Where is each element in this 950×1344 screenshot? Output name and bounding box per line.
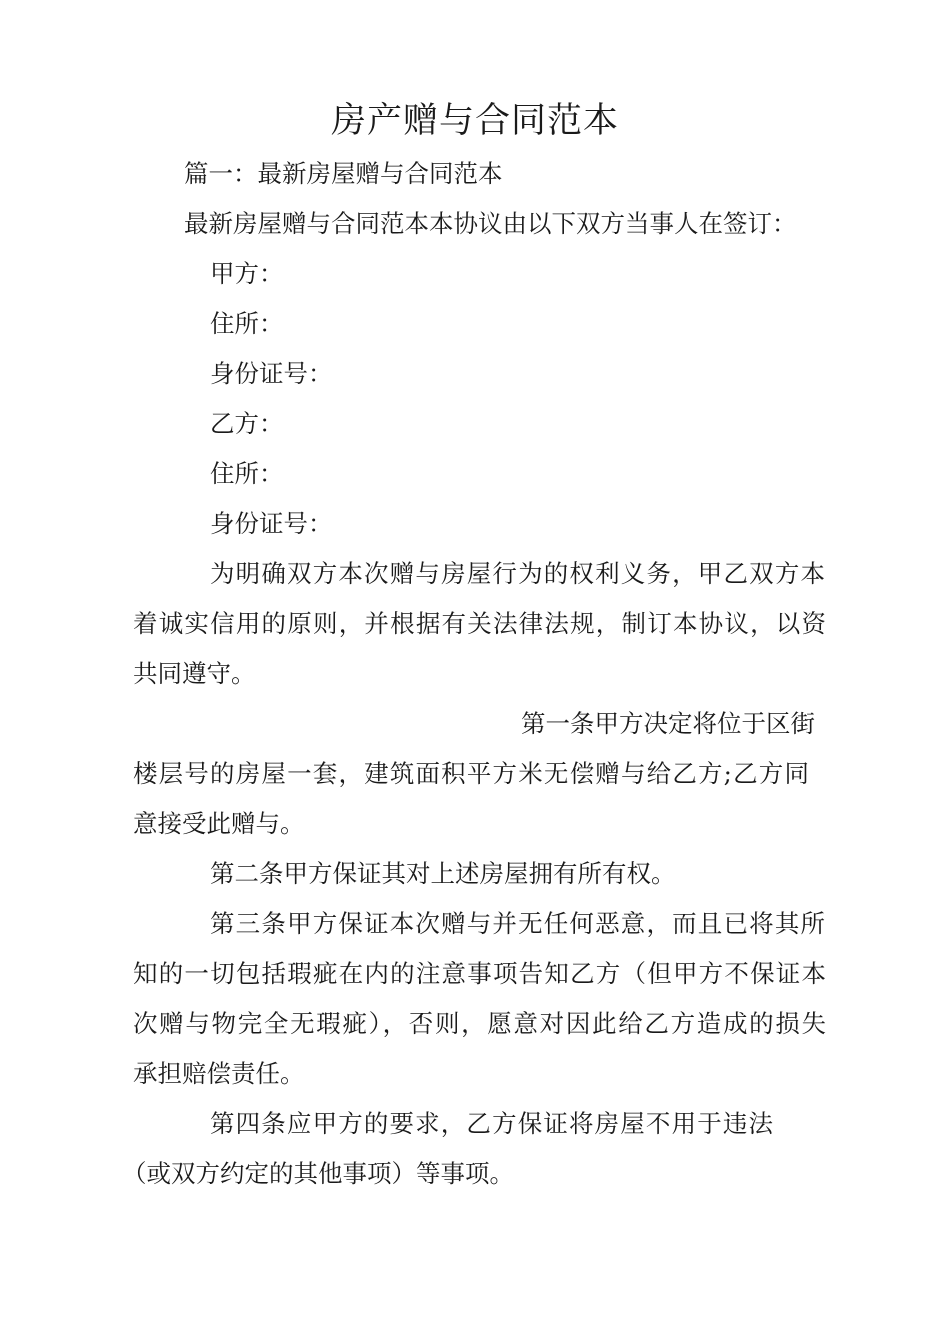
article-2: 第二条甲方保证其对上述房屋拥有所有权。 bbox=[210, 859, 676, 888]
purpose-line-2: 着诚实信用的原则，并根据有关法律法规，制订本协议，以资 bbox=[133, 609, 826, 638]
party-b-address-label: 住所： bbox=[210, 459, 284, 488]
article-4-line-2: （或双方约定的其他事项）等事项。 bbox=[122, 1159, 514, 1188]
purpose-line-3: 共同遵守。 bbox=[133, 659, 256, 688]
article-1-line-3: 意接受此赠与。 bbox=[133, 809, 305, 838]
party-a-id-label: 身份证号： bbox=[210, 359, 333, 388]
party-b-label: 乙方： bbox=[210, 409, 284, 438]
article-3-line-2: 知的一切包括瑕疵在内的注意事项告知乙方（但甲方不保证本 bbox=[133, 959, 826, 988]
article-3-line-3: 次赠与物完全无瑕疵），否则，愿意对因此给乙方造成的损失 bbox=[133, 1009, 826, 1038]
article-4-line-1: 第四条应甲方的要求，乙方保证将房屋不用于违法 bbox=[210, 1109, 773, 1138]
article-3-line-1: 第三条甲方保证本次赠与并无任何恶意，而且已将其所 bbox=[210, 909, 825, 938]
article-3-line-4: 承担赔偿责任。 bbox=[133, 1059, 305, 1088]
purpose-line-1: 为明确双方本次赠与房屋行为的权利义务，甲乙双方本 bbox=[210, 559, 825, 588]
party-b-id-label: 身份证号： bbox=[210, 509, 333, 538]
article-1-line-2: 楼层号的房屋一套，建筑面积平方米无偿赠与给乙方;乙方同 bbox=[133, 759, 809, 788]
party-a-address-label: 住所： bbox=[210, 309, 284, 338]
article-1-line-1: 第一条甲方决定将位于区街 bbox=[521, 709, 815, 738]
party-a-label: 甲方： bbox=[210, 259, 284, 288]
intro-paragraph: 最新房屋赠与合同范本本协议由以下双方当事人在签订： bbox=[184, 209, 797, 238]
document-title: 房产赠与合同范本 bbox=[330, 101, 619, 141]
chapter-heading: 篇一：最新房屋赠与合同范本 bbox=[184, 159, 503, 188]
